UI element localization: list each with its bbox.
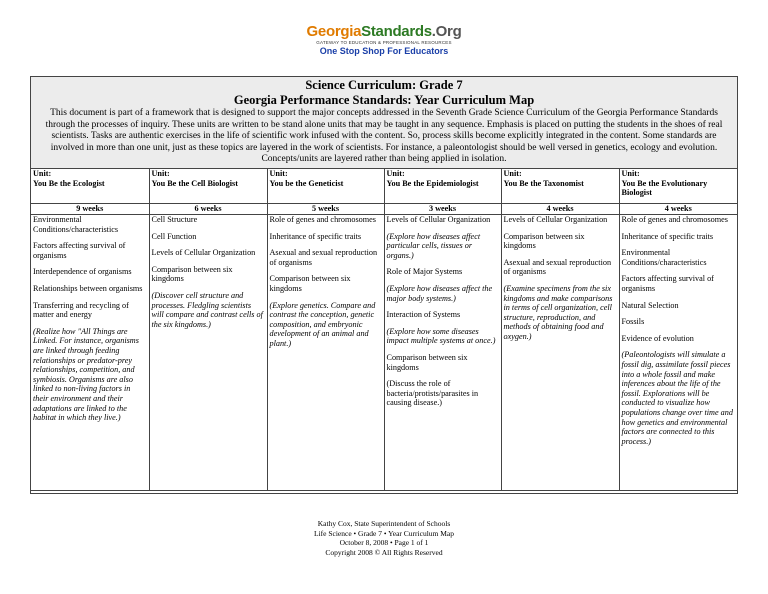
topic-item: Asexual and sexual reproduction of organisms: [503, 257, 612, 277]
document-title: Science Curriculum: Grade 7: [305, 78, 463, 92]
topic-item: Relationships between organisms: [33, 283, 143, 293]
unit-name: You Be the Epidemiologist: [386, 178, 479, 188]
topic-item: Environmental Conditions/characteristics: [33, 215, 119, 234]
logo-subtitle: GATEWAY TO EDUCATION & PROFESSIONAL RESOURCES: [316, 40, 452, 45]
topic-item: (Explore how diseases affect the major body systems.): [386, 283, 493, 303]
weeks-row: [31, 204, 737, 215]
topic-item: (Examine specimens from the six kingdoms and make comparisons in terms of cell organization, cell structure, reproduction, and methods of obtaining food and oxygen.): [503, 283, 613, 341]
topic-item: Comparison between six kingdoms: [151, 264, 233, 284]
topic-item: Levels of Cellular Organization: [151, 248, 256, 258]
topic-item: Inheritance of specific traits: [269, 231, 362, 241]
topic-item: Role of Major Systems: [386, 267, 463, 277]
topic-item: (Explore how some diseases impact multiple systems at once.): [386, 326, 496, 346]
topic-item: Levels of Cellular Organization: [386, 215, 491, 224]
topic-item: Comparison between six kingdoms: [503, 231, 585, 251]
logo-wordmark: GeorgiaStandards.Org: [306, 23, 462, 40]
unit-label: Unit:: [151, 169, 170, 178]
topic-item: Natural Selection: [621, 300, 679, 310]
unit-header: [501, 169, 619, 204]
document-header: [31, 77, 737, 169]
unit-duration: 9 weeks: [31, 204, 149, 215]
topics-row: [31, 215, 737, 491]
unit-topics: [149, 215, 267, 491]
logo: [0, 24, 768, 57]
units-table: [31, 169, 737, 491]
unit-label: Unit:: [33, 169, 52, 178]
footer: [0, 519, 768, 557]
topic-item: Fossils: [621, 317, 645, 327]
topic-item: Interdependence of organisms: [33, 267, 132, 277]
unit-header: [31, 169, 149, 204]
topic-item: (Discover cell structure and processes. Fledgling scientists will compare and contrast cells of the six kingdoms.): [151, 290, 263, 329]
topic-item: Transferring and recycling of matter and energy: [33, 300, 129, 320]
topic-item: Interaction of Systems: [386, 310, 461, 320]
unit-name: You Be the Evolutionary Biologist: [621, 178, 708, 198]
unit-header-row: [31, 169, 737, 204]
unit-label: Unit:: [269, 169, 288, 178]
topic-item: Role of genes and chromosomes: [269, 215, 376, 224]
unit-name: You Be the Ecologist: [33, 178, 105, 188]
footer-course: Life Science • Grade 7 • Year Curriculum Map: [313, 528, 454, 538]
unit-topics: [501, 215, 619, 491]
topic-item: Comparison between six kingdoms: [269, 274, 351, 293]
unit-label: Unit:: [386, 169, 405, 178]
topic-item: (Paleontologists will simulate a fossil dig, assimilate fossil pieces into a whole fossil and make inferences about the life of the fossil. Explorations will be conducted to visualize how populations change over time and how genetics and environmental factors are connected to this process.): [621, 350, 733, 446]
topic-item: Cell Structure: [151, 215, 198, 224]
topic-item: (Discuss the role of bacteria/protists/parasites in causing disease.): [386, 379, 479, 408]
topic-item: Evidence of evolution: [621, 333, 694, 343]
unit-label: Unit:: [621, 169, 640, 178]
unit-header: [267, 169, 384, 204]
footer-copyright: Copyright 2008 © All Rights Reserved: [325, 547, 443, 557]
topic-item: Factors affecting survival of organisms: [621, 274, 714, 293]
unit-topics: [384, 215, 501, 491]
unit-name: You Be the Taxonomist: [503, 178, 584, 188]
topic-item: (Realize how "All Things are Linked. For instance, organisms are linked through feeding relationships or predator-prey relationships, competition, and symbiosis. Organisms are also linked to non-living factors in their environment and their adaptations are linked to the habitat in which they live.): [33, 326, 139, 423]
topic-item: Levels of Cellular Organization: [503, 215, 608, 224]
unit-topics: [267, 215, 384, 491]
logo-tagline: One Stop Shop For Educators: [319, 46, 449, 56]
topic-item: Inheritance of specific traits: [621, 231, 714, 241]
unit-duration: 4 weeks: [501, 204, 619, 215]
unit-name: You be the Geneticist: [269, 178, 344, 188]
unit-header: [149, 169, 267, 204]
topic-item: Environmental Conditions/characteristics: [621, 248, 707, 267]
curriculum-map: [30, 76, 738, 494]
topic-item: Factors affecting survival of organisms: [33, 241, 126, 260]
topic-item: (Explore genetics. Compare and contrast the conception, genetic composition, and embryonic development of an animal and plant.): [269, 300, 376, 348]
unit-duration: 5 weeks: [267, 204, 384, 215]
unit-duration: 4 weeks: [619, 204, 737, 215]
document-subtitle: Georgia Performance Standards: Year Curriculum Map: [233, 93, 535, 107]
unit-header: [384, 169, 501, 204]
unit-topics: [619, 215, 737, 491]
unit-header: [619, 169, 737, 204]
footer-date-page: October 8, 2008 • Page 1 of 1: [339, 538, 429, 547]
intro-paragraph: This document is part of a framework that is designed to support the major concepts addressed in the Seventh Grade Science Curriculum of the Georgia Performance Standards through the processes of inquiry. These units are written to be stand alone units that may be taught in any sequence. Emphasis is placed on putting the students in the shoes of real scientists. Tasks are authentic exercises in the life of scientific work infused with the content. So, process skills become explicitly integrated in the content. Some standards are involved in more than one unit, just as these topics are layered in the work of scientists. For instance, a paleontologist should be well versed in genetics, ecology and evolution. Concepts/units are layered rather than being applied in isolation.: [45, 108, 723, 165]
unit-name: You Be the Cell Biologist: [151, 178, 238, 188]
footer-superintendent: Kathy Cox, State Superintendent of Schools: [317, 519, 451, 528]
unit-duration: 6 weeks: [149, 204, 267, 215]
unit-topics: [31, 215, 149, 491]
topic-item: Cell Function: [151, 231, 197, 241]
topic-item: Role of genes and chromosomes: [621, 215, 728, 224]
unit-duration: 3 weeks: [384, 204, 501, 215]
unit-label: Unit:: [503, 169, 522, 178]
topic-item: Comparison between six kingdoms: [386, 352, 468, 372]
topic-item: (Explore how diseases affect particular cells, tissues or organs.): [386, 231, 481, 260]
topic-item: Asexual and sexual reproduction of organisms: [269, 248, 378, 267]
